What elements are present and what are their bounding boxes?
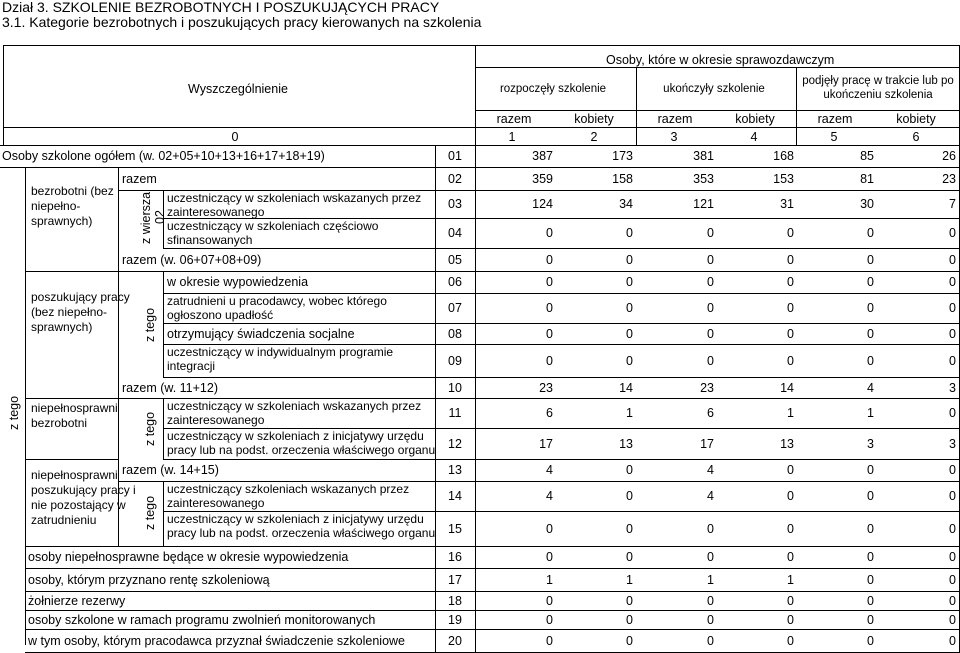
cell-value: 4 — [546, 489, 553, 503]
row-label-line2: pracy lub na podst. orzeczenia właściwego organu — [167, 443, 436, 457]
cell-value: 31 — [780, 197, 794, 211]
cell-value: 0 — [546, 521, 553, 536]
cell-value: 0 — [949, 406, 956, 420]
cell-value: 0 — [949, 572, 956, 587]
cell-value: 0 — [546, 593, 553, 608]
cell-value: 0 — [949, 226, 956, 240]
cell-value: 0 — [867, 252, 874, 267]
row-label: Osoby szkolone ogółem (w. 02+05+10+13+16+17+18+19) — [2, 149, 325, 163]
cell-value: 0 — [867, 593, 874, 608]
cell-value: 0 — [626, 353, 633, 368]
cell-value: 0 — [626, 593, 633, 608]
z-wiersza-label: z wiersza — [139, 191, 153, 244]
header-kobiety: kobiety — [896, 112, 936, 126]
cell-value: 0 — [949, 301, 956, 315]
cell-value: 0 — [546, 550, 553, 564]
cell-value: 124 — [532, 197, 553, 211]
cell-value: 0 — [867, 550, 874, 564]
cell-value: 0 — [949, 593, 956, 608]
group-npp-1: niepełnosprawni — [31, 468, 118, 482]
header-colnum: 2 — [590, 130, 598, 144]
row-label: razem (w. 11+12) — [122, 380, 218, 395]
cell-value: 0 — [546, 633, 553, 648]
cell-value: 0 — [707, 633, 714, 648]
cell-value: 85 — [860, 149, 874, 163]
cell-value: 23 — [700, 380, 714, 395]
cell-value: 0 — [707, 353, 714, 368]
cell-value: 0 — [867, 612, 874, 627]
header-kobiety: kobiety — [574, 112, 614, 126]
cell-value: 1 — [626, 572, 633, 587]
cell-value: 0 — [867, 326, 874, 341]
row-label: razem (w. 06+07+08+09) — [122, 252, 262, 267]
cell-value: 0 — [626, 301, 633, 315]
header-colnum: 5 — [830, 130, 838, 144]
cell-value: 13 — [780, 436, 794, 451]
row-number: 13 — [448, 463, 462, 477]
row-label-line1: uczestniczący w szkoleniach wskazanych przez — [167, 399, 422, 413]
cell-value: 0 — [707, 252, 714, 267]
cell-value: 0 — [787, 521, 794, 536]
cell-value: 0 — [546, 275, 553, 289]
cell-value: 0 — [707, 593, 714, 608]
header-podjely-2: ukończeniu szkolenia — [823, 89, 933, 101]
row-number: 20 — [448, 633, 462, 648]
cell-value: 4 — [867, 380, 874, 395]
cell-value: 153 — [773, 171, 794, 186]
row-label: razem (w. 14+15) — [122, 463, 219, 477]
cell-value: 0 — [707, 301, 714, 315]
cell-value: 81 — [860, 171, 874, 186]
cell-value: 0 — [867, 633, 874, 648]
cell-value: 0 — [787, 353, 794, 368]
row-number: 15 — [448, 521, 462, 536]
cell-value: 121 — [693, 197, 714, 211]
header-rozpoczely: rozpoczęły szkolenie — [499, 83, 607, 95]
row-number: 11 — [448, 406, 462, 420]
cell-value: 0 — [949, 550, 956, 564]
cell-value: 0 — [949, 275, 956, 289]
cell-value: 0 — [787, 275, 794, 289]
cell-value: 0 — [546, 353, 553, 368]
cell-value: 0 — [949, 612, 956, 627]
z-tego-label: z tego — [7, 395, 21, 430]
z-wiersza-nr: 02 — [153, 210, 167, 224]
group-poszukujacy-2: (bez niepełno- — [31, 305, 108, 319]
z-tego-sub: z tego — [143, 307, 157, 342]
group-bezrobotni-2: niepełno- — [31, 199, 81, 213]
cell-value: 3 — [867, 436, 874, 451]
row-number: 09 — [448, 353, 462, 368]
cell-value: 0 — [787, 489, 794, 503]
row-label: razem — [122, 171, 157, 186]
cell-value: 14 — [780, 380, 794, 395]
row-label: w tym osoby, którym pracodawca przyznał świadczenie szkoleniowe — [28, 633, 406, 648]
cell-value: 4 — [707, 489, 714, 503]
cell-value: 23 — [539, 380, 553, 395]
cell-value: 0 — [949, 252, 956, 267]
row-number: 02 — [448, 171, 462, 186]
cell-value: 168 — [773, 149, 794, 163]
row-label: osoby szkolone w ramach programu zwolnień monitorowanych — [28, 612, 376, 627]
cell-value: 353 — [693, 171, 714, 186]
cell-value: 0 — [949, 463, 956, 477]
row-number: 18 — [448, 593, 462, 608]
group-npb-1: niepełnosprawni — [31, 401, 118, 415]
cell-value: 34 — [619, 197, 633, 211]
cell-value: 0 — [787, 633, 794, 648]
cell-value: 26 — [942, 149, 956, 163]
cell-value: 0 — [707, 326, 714, 341]
row-number: 05 — [448, 252, 462, 267]
cell-value: 0 — [626, 252, 633, 267]
row-number: 17 — [448, 572, 462, 587]
cell-value: 0 — [707, 550, 714, 564]
cell-value: 0 — [867, 275, 874, 289]
cell-value: 387 — [532, 149, 553, 163]
cell-value: 0 — [626, 489, 633, 503]
cell-value: 158 — [612, 171, 633, 186]
cell-value: 0 — [949, 326, 956, 341]
cell-value: 0 — [949, 633, 956, 648]
row-number: 07 — [448, 301, 462, 315]
header-group: Osoby, które w okresie sprawozdawczym — [606, 53, 835, 67]
cell-value: 0 — [867, 463, 874, 477]
cell-value: 0 — [707, 521, 714, 536]
header-col0: 0 — [231, 130, 239, 144]
row-label-line1: uczestniczący w szkoleniach z inicjatywy urzędu — [167, 429, 424, 443]
row-label-line2: zainteresowanego — [167, 205, 265, 219]
row-number: 12 — [448, 436, 462, 451]
row-number: 14 — [448, 489, 462, 503]
cell-value: 0 — [867, 353, 874, 368]
row-number: 04 — [448, 226, 462, 240]
cell-value: 0 — [707, 612, 714, 627]
z-tego-sub: z tego — [143, 411, 157, 446]
cell-value: 1 — [626, 406, 633, 420]
row-number: 16 — [448, 550, 462, 564]
header-razem: razem — [657, 112, 693, 126]
row-number: 19 — [448, 612, 462, 627]
cell-value: 0 — [626, 612, 633, 627]
cell-value: 0 — [787, 252, 794, 267]
row-label-line2: zainteresowanego — [167, 496, 265, 510]
row-label-line2: zainteresowanego — [167, 413, 265, 427]
cell-value: 0 — [546, 612, 553, 627]
cell-value: 0 — [707, 275, 714, 289]
cell-value: 3 — [949, 380, 956, 395]
cell-value: 1 — [546, 572, 553, 587]
cell-value: 0 — [546, 226, 553, 240]
row-number: 10 — [448, 380, 462, 395]
group-poszukujacy-3: sprawnych) — [31, 320, 93, 334]
cell-value: 6 — [546, 406, 553, 420]
cell-value: 0 — [787, 593, 794, 608]
row-label: osoby, którym przyznano rentę szkoleniową — [28, 572, 270, 587]
cell-value: 0 — [787, 226, 794, 240]
header-colnum: 6 — [912, 130, 920, 144]
cell-value: 4 — [546, 463, 553, 477]
cell-value: 0 — [626, 463, 633, 477]
cell-value: 7 — [949, 197, 956, 211]
cell-value: 359 — [532, 171, 553, 186]
section-title: Dział 3. SZKOLENIE BEZROBOTNYCH I POSZUKUJĄCYCH PRACY — [2, 0, 440, 15]
cell-value: 0 — [546, 326, 553, 341]
cell-value: 0 — [626, 275, 633, 289]
cell-value: 173 — [612, 149, 633, 163]
row-label: żołnierze rezerwy — [28, 593, 126, 608]
cell-value: 17 — [539, 436, 553, 451]
cell-value: 4 — [707, 463, 714, 477]
header-razem: razem — [817, 112, 853, 126]
row-label-line1: uczestniczący w szkoleniach z inicjatywy urzędu — [167, 512, 424, 526]
cell-value: 14 — [619, 380, 633, 395]
header-colnum: 4 — [750, 130, 758, 144]
cell-value: 1 — [787, 572, 794, 587]
cell-value: 0 — [867, 489, 874, 503]
cell-value: 0 — [949, 353, 956, 368]
cell-value: 0 — [787, 326, 794, 341]
cell-value: 3 — [949, 436, 956, 451]
cell-value: 0 — [626, 326, 633, 341]
header-razem: razem — [496, 112, 532, 126]
header-colnum: 3 — [670, 130, 678, 144]
header-ukonczyly: ukończyły szkolenie — [663, 83, 765, 95]
header-kobiety: kobiety — [735, 112, 775, 126]
cell-value: 0 — [707, 226, 714, 240]
cell-value: 0 — [787, 463, 794, 477]
cell-value: 23 — [942, 171, 956, 186]
group-npp-3: nie pozostający w — [31, 498, 126, 512]
cell-value: 0 — [626, 226, 633, 240]
row-label-line2: sfinansowanych — [167, 233, 253, 247]
row-number: 03 — [448, 197, 462, 211]
cell-value: 0 — [949, 489, 956, 503]
cell-value: 17 — [700, 436, 714, 451]
header-wyszczegolnienie: Wyszczególnienie — [188, 82, 288, 96]
row-label-line1: zatrudnieni u pracodawcy, wobec którego — [167, 294, 387, 308]
cell-value: 13 — [619, 436, 633, 451]
row-label: otrzymujący świadczenia socjalne — [167, 326, 355, 341]
row-number: 01 — [448, 149, 462, 163]
group-npp-4: zatrudnieniu — [31, 513, 97, 527]
group-npb-2: bezrobotni — [31, 416, 88, 430]
cell-value: 0 — [626, 550, 633, 564]
row-label-line1: uczestniczący szkoleniach wskazanych przez — [167, 482, 410, 496]
cell-value: 0 — [787, 301, 794, 315]
row-label-line1: uczestniczący w indywidualnym programie — [167, 345, 394, 359]
cell-value: 1 — [867, 406, 874, 420]
cell-value: 381 — [693, 149, 714, 163]
cell-value: 0 — [626, 633, 633, 648]
header-podjely-1: podjęły pracę w trakcie lub po — [802, 75, 954, 87]
cell-value: 0 — [867, 521, 874, 536]
cell-value: 30 — [860, 197, 874, 211]
cell-value: 1 — [707, 572, 714, 587]
cell-value: 6 — [707, 406, 714, 420]
row-label: w okresie wypowiedzenia — [167, 275, 309, 289]
table-title: 3.1. Kategorie bezrobotnych i poszukujących pracy kierowanych na szkolenia — [2, 14, 482, 30]
z-tego-sub: z tego — [143, 495, 157, 530]
row-label-line2: pracy lub na podst. orzeczenia właściwego organu — [167, 526, 436, 540]
row-number: 06 — [448, 275, 462, 289]
row-label-line2: integracji — [167, 359, 216, 373]
row-label-line2: ogłoszono upadłość — [167, 308, 274, 322]
header-colnum: 1 — [508, 130, 516, 144]
group-npp-2: poszukujący pracy i — [31, 483, 136, 497]
group-bezrobotni-1: bezrobotni (bez — [31, 184, 114, 198]
cell-value: 0 — [626, 521, 633, 536]
cell-value: 0 — [787, 612, 794, 627]
cell-value: 0 — [546, 252, 553, 267]
row-label-line1: uczestniczący w szkoleniach wskazanych przez — [167, 191, 422, 205]
row-number: 08 — [448, 326, 462, 341]
cell-value: 1 — [787, 406, 794, 420]
cell-value: 0 — [949, 521, 956, 536]
cell-value: 0 — [867, 301, 874, 315]
row-label-line1: uczestniczący w szkoleniach częściowo — [167, 219, 379, 233]
cell-value: 0 — [546, 301, 553, 315]
cell-value: 0 — [867, 572, 874, 587]
row-label: osoby niepełnosprawne będące w okresie wypowiedzenia — [28, 550, 349, 564]
group-poszukujacy-1: poszukujący pracy — [31, 290, 130, 304]
cell-value: 0 — [867, 226, 874, 240]
cell-value: 0 — [787, 550, 794, 564]
group-bezrobotni-3: sprawnych) — [31, 214, 93, 228]
